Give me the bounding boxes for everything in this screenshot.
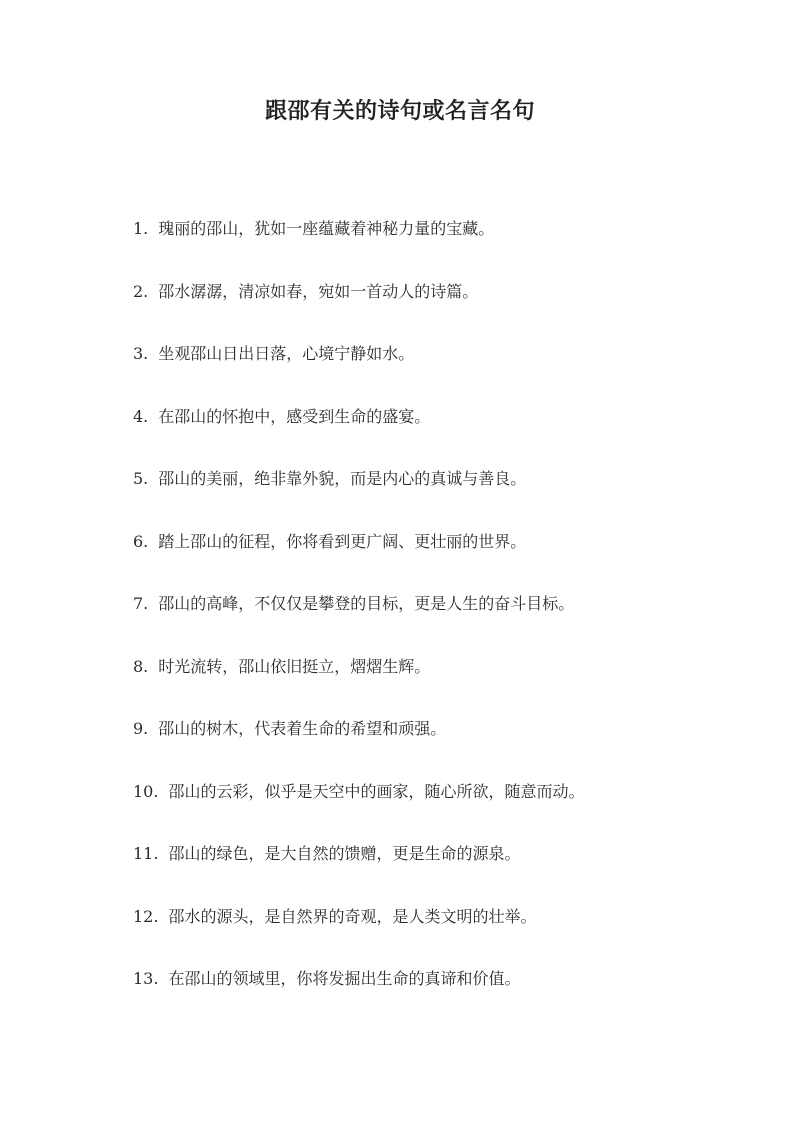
quote-list (133, 216, 773, 1029)
item-text: 踏上邵山的征程，你将看到更广阔、更壮丽的世界。 (158, 531, 527, 551)
list-item (133, 216, 773, 279)
item-number: 11. (133, 844, 159, 863)
item-number: 8. (133, 656, 149, 676)
item-number: 13. (133, 969, 159, 988)
list-item (133, 716, 773, 779)
item-number: 2. (133, 281, 149, 301)
item-number: 9. (133, 719, 149, 738)
list-item (133, 341, 773, 404)
item-number: 3. (133, 344, 149, 363)
item-text: 在邵山的怀抱中，感受到生命的盛宴。 (158, 406, 431, 426)
list-item (133, 591, 773, 654)
list-item (133, 466, 773, 529)
item-number: 12. (133, 906, 159, 926)
item-number: 10. (133, 781, 159, 801)
item-text: 在邵山的领域里，你将发掘出生命的真谛和价值。 (168, 969, 521, 988)
item-text: 邵水的源头，是自然界的奇观，是人类文明的壮举。 (168, 906, 537, 926)
list-item (133, 966, 773, 1029)
item-number: 1. (133, 219, 149, 238)
item-text: 邵山的树木，代表着生命的希望和顽强。 (158, 719, 447, 738)
item-number: 6. (133, 531, 149, 551)
page-title: 跟邵有关的诗句或名言名句 (264, 98, 535, 124)
item-text: 邵山的云彩，似乎是天空中的画家，随心所欲，随意而动。 (168, 781, 585, 801)
item-number: 5. (133, 469, 149, 488)
item-text: 时光流转，邵山依旧挺立，熠熠生辉。 (158, 656, 431, 676)
item-number: 4. (133, 406, 149, 426)
list-item (133, 529, 773, 592)
list-item (133, 841, 773, 904)
list-item (133, 779, 773, 842)
item-text: 瑰丽的邵山，犹如一座蕴藏着神秘力量的宝藏。 (158, 219, 495, 238)
list-item (133, 654, 773, 717)
item-number: 7. (133, 594, 149, 613)
item-text: 邵山的高峰，不仅仅是攀登的目标，更是人生的奋斗目标。 (158, 594, 575, 613)
list-item (133, 404, 773, 467)
list-item (133, 904, 773, 967)
item-text: 邵山的绿色，是大自然的馈赠，更是生命的源泉。 (168, 844, 521, 863)
item-text: 坐观邵山日出日落，心境宁静如水。 (158, 344, 415, 363)
list-item (133, 279, 773, 342)
item-text: 邵水潺潺，清凉如春，宛如一首动人的诗篇。 (158, 281, 479, 301)
item-text: 邵山的美丽，绝非靠外貌，而是内心的真诚与善良。 (158, 469, 527, 488)
